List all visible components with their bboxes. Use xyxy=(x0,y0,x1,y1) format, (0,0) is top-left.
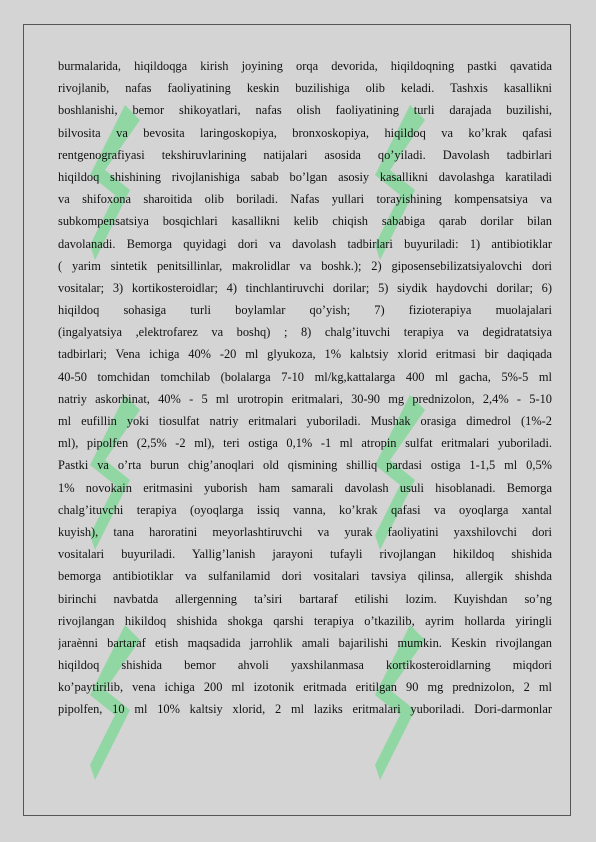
text-line: chalg’ituvchi terapiya (oyoqlarga issiq vanna, ko’krak qafasi va oyoqlarga xantal xyxy=(58,502,552,517)
text-line: pipolfen, 10 ml 10% kaltsiy xlorid, 2 ml laziks eritmalari yuboriladi. Dori-darmonlar xyxy=(58,702,552,717)
text-line: birinchi navbatda allergenning ta’siri bartaraf etilishi lozim. Kuyishdan so’ng xyxy=(58,591,552,606)
text-line: (ingalyatsiya ,elektrofarez va boshq) ; 8) chalg’ituvchi terapiya va degidratatsiya xyxy=(58,325,552,340)
text-line: ( yarim sintetik penitsillinlar, makrolidlar va boshk.); 2) giposensebilizatsiyalovchi dori xyxy=(58,258,552,273)
text-line: tadbirlari; Vena ichiga 40% -20 ml glyukoza, 1% kalьtsiy xlorid eritmasi bir daqiqada xyxy=(58,347,552,362)
text-line: rivojlangan hikildoq shishida shokga qarshi terapiya o’tkazilib, ayrim hollarda yiringli xyxy=(58,613,552,628)
text-line: ml eufillin yoki tiosulfat natriy eritmalari yuboriladi. Mushak orasiga dimedrol (1%-2 xyxy=(58,414,552,428)
text-line: 1% novokain eritmasini yuborish ham samarali davolash usuli hisoblanadi. Bemorga xyxy=(58,480,552,495)
text-line: natriy askorbinat, 40% - 5 ml urotropin eritmalari, 30-90 mg prednizolon, 2,4% - 5-10 xyxy=(58,391,552,406)
text-line: hiqildoq shishining rivojlanishiga sabab bo’lgan asosiy kasallikni davolashga karatiladi xyxy=(58,169,552,184)
text-line: vositalar; 3) kortikosteroidlar; 4) tinchlantiruvchi dorilar; 5) siydik haydovchi dorilar; 6) xyxy=(58,280,552,295)
text-line: Pastki va o’rta burun chig’anoqlari old qismining shilliq pardasi ostiga 1-1,5 ml 0,5% xyxy=(58,458,552,473)
text-line: burmalarida, hiqildoqga kirish joyining orqa devorida, hiqildoqning pastki qavatida xyxy=(58,59,552,73)
text-line: bemorga antibiotiklar va sulfanilamid dori vositalari tavsiya qilinsa, allergik shishda xyxy=(58,569,552,584)
text-line: subkompensatsiya bosqichlari kasallikni kelib chiqish sababiga qarab dorilar bilan xyxy=(58,214,552,229)
document-body xyxy=(58,55,552,721)
text-line: davolanadi. Bemorga quyidagi dori va davolash tadbirlari buyuriladi: 1) antibiotiklar xyxy=(58,236,552,251)
text-line: hiqildoq sohasiga turli boylamlar qo’yish; 7) fizioterapiya muolajalari xyxy=(58,303,552,318)
text-line: va shifoxona sharoitida olib boriladi. Nafas yullari torayishining kompensatsiya va xyxy=(58,192,552,207)
text-line: bilvosita va bevosita laringoskopiya, bronxoskopiya, hiqildoq va ko’krak qafasi xyxy=(58,125,552,140)
text-line: rivojlanib, nafas faoliyatining keskin buzilishiga olib keladi. Tashxis kasallikni xyxy=(58,81,552,96)
text-line: ml), pipolfen (2,5% -2 ml), teri ostiga 0,1% -1 ml atropin sulfat eritmalari yuboriladi. xyxy=(58,436,552,451)
text-line: hiqildoq shishida bemor ahvoli yaxshilanmasa kortikosteroidlarning miqdori xyxy=(58,658,552,673)
text-line: kuyish), tana haroratini meyorlashtiruvchi va yurak faoliyatini yaxshilovchi dori xyxy=(58,524,552,539)
text-line: jaraènni bartaraf etish maqsadida jarrohlik amali bajarilishi mumkin. Keskin rivojlangan xyxy=(58,635,552,650)
text-line: vositalari buyuriladi. Yallig’lanish jarayoni tufayli rivojlangan hikildoq shishida xyxy=(58,547,552,562)
text-line: rentgenografiyasi tekshiruvlarining natijalari asosida qo’yiladi. Davolash tadbirlari xyxy=(58,147,552,162)
text-line: boshlanishi, bemor shikoyatlari, nafas olish faoliyatining turli darajada buzilishi, xyxy=(58,103,552,118)
text-line: ko’paytirilib, vena ichiga 200 ml izotonik eritmada eritilgan 90 mg prednizolon, 2 ml xyxy=(58,680,552,695)
text-line: 40-50 tomchidan tomchilab (bolalarga 7-10 ml/kg,kattalarga 400 ml gacha, 5%-5 ml xyxy=(58,369,552,384)
